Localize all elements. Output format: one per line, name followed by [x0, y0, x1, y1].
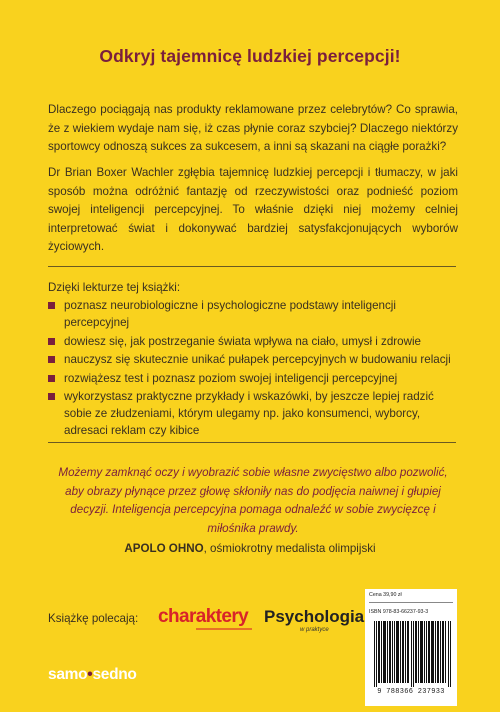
barcode-label	[365, 589, 457, 706]
list-item	[48, 297, 458, 331]
benefits-list	[48, 297, 458, 439]
publisher-logo	[48, 666, 137, 684]
price-divider	[369, 602, 453, 603]
price-text: Cena 39,90 zł	[369, 592, 402, 598]
quote-text: Możemy zamknąć oczy i wyobrazić sobie własne zwycięstwo albo pozwolić, aby obrazy płynące przez głowę skłoniły nas do podjęcia naiwnej i głupiej decyzji. Inteligencja percepcyjna pomaga odnaleźć w sobie zwycięzcę i miłośnika prawdy.	[58, 466, 448, 535]
intro-paragraph: Dlaczego pociągają nas produkty reklamowane przez celebrytów? Co sprawia, że z wiekiem wydaje nam się, iż czas płynie coraz szybciej? Dlaczego niektórzy sportowcy odnoszą sukces za sukcesem, a inni są skazani na ciągłe porażki?	[48, 103, 458, 153]
divider-top	[48, 266, 456, 267]
publisher-logo-part1: samo	[48, 666, 88, 683]
publisher-logo-dot: •	[87, 666, 93, 683]
list-item	[48, 370, 458, 387]
publisher-logo-part2: sedno	[92, 666, 137, 683]
psychologia-logo-subtitle: w praktyce	[300, 627, 329, 633]
list-item	[48, 333, 458, 350]
psychologia-logo: Psychologia	[264, 607, 365, 626]
author-paragraph: Dr Brian Boxer Wachler zgłębia tajemnicę ludzkiej percepcji i tłumaczy, w jaki sposób można odróżnić fantazję od rzeczywistości oraz podnieść poziom swojej inteligencji percepcyjnej. To właśnie dzięki niej możemy celniej interpretować świat i dokonywać bardziej satysfakcjonujących wyborów życiowych.	[48, 166, 458, 253]
square-bullet-icon	[48, 356, 55, 363]
list-item	[48, 388, 458, 439]
barcode-number: 9 788366 237933	[377, 688, 445, 696]
divider-bottom	[48, 442, 456, 443]
benefit-text: dowiesz się, jak postrzeganie świata wpływa na ciało, umysł i zdrowie	[64, 334, 421, 348]
benefit-text: rozwiążesz test i poznasz poziom swojej inteligencji percepcyjnej	[64, 371, 398, 385]
charaktery-logo-underline	[196, 628, 252, 630]
charaktery-logo: charaktery	[158, 606, 249, 627]
attribution-description: , ośmiokrotny medalista olimpijski	[203, 542, 376, 555]
benefit-text: poznasz neurobiologiczne i psychologiczne podstawy inteligencji percepcyjnej	[64, 299, 396, 329]
benefits-intro: Dzięki lekturze tej książki:	[48, 281, 181, 294]
list-item	[48, 351, 458, 368]
barcode-icon	[374, 621, 451, 687]
recommends-label: Książkę polecają:	[48, 612, 139, 625]
page-title: Odkryj tajemnicę ludzkiej percepcji!	[99, 46, 401, 66]
square-bullet-icon	[48, 375, 55, 382]
isbn-text: ISBN 978-83-66237-93-3	[369, 609, 429, 615]
square-bullet-icon	[48, 338, 55, 345]
benefit-text: wykorzystasz praktyczne przykłady i wskazówki, by jeszcze lepiej radzić sobie ze złudzeniami, którym ulegamy np. jako konsumenci, wyborcy, adresaci reklam czy kibice	[64, 390, 434, 437]
attribution-name: APOLO OHNO	[124, 542, 204, 555]
square-bullet-icon	[48, 393, 55, 400]
benefits-section	[48, 279, 458, 441]
benefit-text: nauczysz się skutecznie unikać pułapek percepcyjnych w budowaniu relacji	[64, 353, 451, 366]
quote-attribution	[0, 542, 500, 555]
square-bullet-icon	[48, 302, 55, 309]
